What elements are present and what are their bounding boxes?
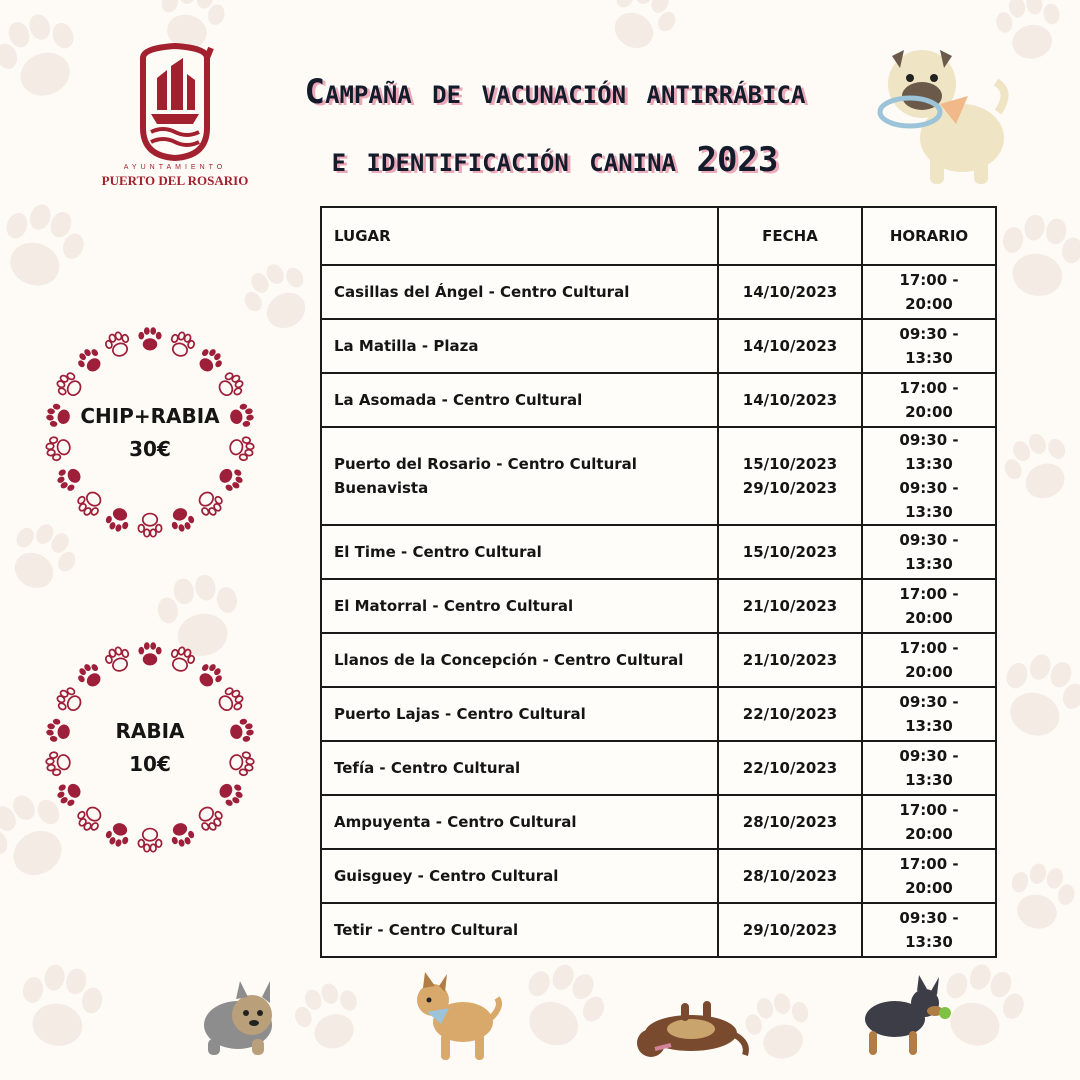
paw-print-outline-icon — [167, 330, 197, 360]
header-fecha: FECHA — [718, 207, 862, 265]
paw-print-icon — [53, 463, 85, 495]
paw-print-icon — [74, 344, 107, 377]
table-row — [321, 795, 996, 849]
background-paw-icon — [0, 5, 90, 108]
cell-horario-line-2: 09:30 - 13:30 — [899, 479, 959, 521]
table-row — [321, 373, 996, 427]
badge-label: RABIA — [115, 719, 185, 743]
paw-print-icon — [167, 820, 197, 850]
yorkie-dog-illustration — [190, 975, 290, 1060]
price-badge-rabia — [40, 637, 260, 857]
cell-lugar: Puerto Lajas - Centro Cultural — [321, 687, 718, 741]
background-paw-icon — [0, 195, 93, 298]
paw-print-outline-icon — [53, 685, 85, 717]
dachshund-rolling-illustration — [625, 995, 755, 1065]
paw-print-icon — [53, 778, 85, 810]
cell-fecha: 14/10/2023 — [718, 373, 862, 427]
coat-of-arms-icon — [135, 40, 215, 162]
paw-print-outline-icon — [167, 645, 197, 675]
paw-print-icon — [138, 327, 161, 350]
cell-lugar: Guisguey - Centro Cultural — [321, 849, 718, 903]
background-paw-icon — [994, 210, 1080, 303]
doberman-with-ball-illustration — [855, 975, 955, 1060]
table-row — [321, 265, 996, 319]
cell-lugar: El Time - Centro Cultural — [321, 525, 718, 579]
cell-horario: 17:00 - 20:00 — [862, 795, 996, 849]
cell-fecha: 14/10/2023 — [718, 319, 862, 373]
cell-fecha: 14/10/2023 — [718, 265, 862, 319]
paw-print-outline-icon — [194, 487, 227, 520]
table-row — [321, 741, 996, 795]
cell-lugar: La Asomada - Centro Cultural — [321, 373, 718, 427]
cell-lugar — [321, 427, 718, 525]
cell-lugar: Llanos de la Concepción - Centro Cultural — [321, 633, 718, 687]
background-paw-icon — [1002, 858, 1080, 936]
paw-print-outline-icon — [215, 685, 247, 717]
paw-print-icon — [138, 642, 161, 665]
badge-label: CHIP+RABIA — [80, 404, 220, 428]
cell-horario — [862, 427, 996, 525]
cell-lugar: Tefía - Centro Cultural — [321, 741, 718, 795]
cell-fecha: 21/10/2023 — [718, 579, 862, 633]
cell-fecha-line-1: 15/10/2023 — [742, 455, 838, 473]
paw-print-icon — [194, 344, 227, 377]
table-row — [321, 849, 996, 903]
paw-print-icon — [194, 659, 227, 692]
cell-fecha: 28/10/2023 — [718, 849, 862, 903]
paw-print-icon — [215, 463, 247, 495]
table-row — [321, 903, 996, 957]
pug-with-ring-illustration — [870, 40, 1020, 190]
cell-horario: 17:00 - 20:00 — [862, 849, 996, 903]
header-lugar: LUGAR — [321, 207, 718, 265]
vaccination-schedule-table — [320, 206, 997, 958]
paw-print-icon — [167, 505, 197, 535]
paw-print-icon — [215, 778, 247, 810]
cell-fecha: 21/10/2023 — [718, 633, 862, 687]
background-paw-icon — [288, 976, 370, 1058]
cell-horario-line-1: 09:30 - 13:30 — [899, 431, 959, 473]
cell-lugar: Ampuyenta - Centro Cultural — [321, 795, 718, 849]
cell-lugar: Casillas del Ángel - Centro Cultural — [321, 265, 718, 319]
table-header-row — [321, 207, 996, 265]
badge-text — [40, 715, 260, 781]
cell-lugar: El Matorral - Centro Cultural — [321, 579, 718, 633]
background-paw-icon — [990, 645, 1080, 748]
paw-print-outline-icon — [138, 514, 161, 537]
table-row — [321, 319, 996, 373]
cell-fecha: 15/10/2023 — [718, 525, 862, 579]
paw-print-icon — [103, 820, 133, 850]
table-row — [321, 633, 996, 687]
cell-horario: 17:00 - 20:00 — [862, 373, 996, 427]
background-paw-icon — [509, 953, 615, 1059]
cell-horario: 09:30 - 13:30 — [862, 741, 996, 795]
cell-horario: 09:30 - 13:30 — [862, 319, 996, 373]
paw-print-icon — [74, 659, 107, 692]
cell-horario: 17:00 - 20:00 — [862, 265, 996, 319]
title-line-1: Campaña de vacunación antirrábica — [304, 72, 806, 112]
cell-horario: 09:30 - 13:30 — [862, 687, 996, 741]
cell-horario: 09:30 - 13:30 — [862, 903, 996, 957]
cell-lugar: Tetir - Centro Cultural — [321, 903, 718, 957]
cell-lugar-line-1: Puerto del Rosario - Centro Cultural — [334, 455, 637, 473]
cell-fecha: 29/10/2023 — [718, 903, 862, 957]
paw-print-outline-icon — [103, 645, 133, 675]
price-badge-chip-rabia — [40, 322, 260, 542]
table-row — [321, 427, 996, 525]
title-line-2: e identificación canina 2023 — [331, 140, 779, 180]
cell-fecha: 28/10/2023 — [718, 795, 862, 849]
paw-print-outline-icon — [215, 370, 247, 402]
paw-print-outline-icon — [138, 829, 161, 852]
cell-fecha-line-2: 29/10/2023 — [742, 479, 838, 497]
table-row — [321, 525, 996, 579]
badge-text — [40, 400, 260, 466]
cell-fecha: 22/10/2023 — [718, 741, 862, 795]
paw-print-outline-icon — [53, 370, 85, 402]
cell-fecha: 22/10/2023 — [718, 687, 862, 741]
table-row — [321, 687, 996, 741]
cell-lugar-line-2: Buenavista — [334, 479, 429, 497]
paw-print-icon — [103, 505, 133, 535]
cell-fecha — [718, 427, 862, 525]
paw-print-outline-icon — [194, 802, 227, 835]
paw-print-outline-icon — [74, 487, 107, 520]
page-title — [225, 58, 885, 194]
small-tan-dog-illustration — [405, 970, 505, 1065]
logo-ayuntamiento-text: AYUNTAMIENTO — [123, 164, 227, 171]
badge-price: 30€ — [129, 437, 171, 461]
paw-print-outline-icon — [103, 330, 133, 360]
table-row — [321, 579, 996, 633]
cell-horario: 17:00 - 20:00 — [862, 579, 996, 633]
background-paw-icon — [14, 960, 107, 1053]
paw-print-outline-icon — [74, 802, 107, 835]
logo-municipality-name: PUERTO DEL ROSARIO — [101, 173, 249, 188]
cell-horario: 17:00 - 20:00 — [862, 633, 996, 687]
header-horario: HORARIO — [862, 207, 996, 265]
badge-price: 10€ — [129, 752, 171, 776]
background-paw-icon — [996, 425, 1080, 510]
cell-horario: 09:30 - 13:30 — [862, 525, 996, 579]
cell-lugar: La Matilla - Plaza — [321, 319, 718, 373]
background-paw-icon — [598, 0, 685, 61]
